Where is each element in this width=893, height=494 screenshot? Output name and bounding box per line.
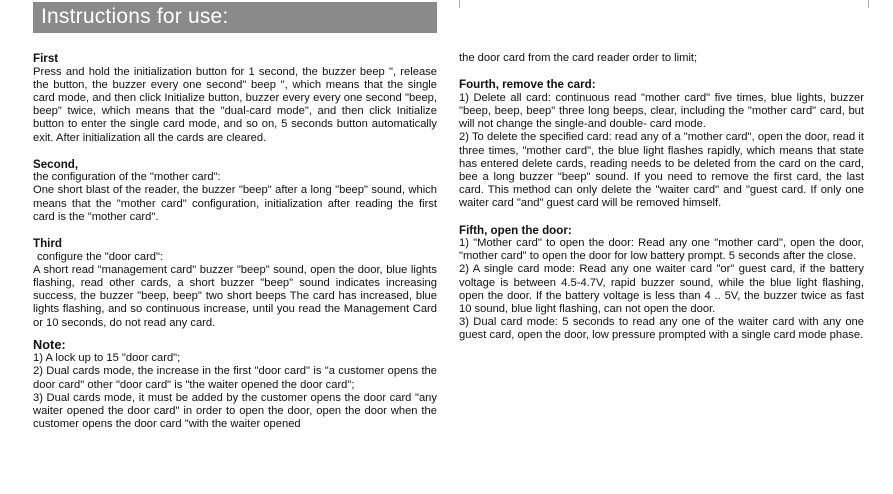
right-column	[459, 52, 864, 343]
page-title: Instructions for use:	[41, 5, 229, 28]
note-item: 1) A lock up to 15 "door card";	[33, 352, 181, 365]
section-second	[33, 158, 437, 224]
spacer	[33, 224, 437, 237]
section-first-heading: First	[33, 52, 59, 65]
section-note-heading: Note:	[33, 336, 66, 352]
note-item: 2) Dual cards mode, the increase in the first "door card" is "a customer opens the door card" other "door card" is "the waiter opened the door card";	[33, 365, 437, 391]
section-second-subtitle: the configuration of the "mother card":	[33, 171, 221, 184]
spacer	[33, 330, 437, 338]
note-item: 3) Dual cards mode, it must be added by the customer opens the door card "any waiter opened the door card" in order to open the door, open the door when the customer opens the door card "with the waiter opened	[33, 391, 437, 431]
fifth-item: 3) Dual card mode: 5 seconds to read any one of the waiter card with any one guest card, open the door, low pressure prompted with a single card mode phase.	[459, 316, 864, 342]
section-fourth-heading: Fourth, remove the card:	[459, 78, 596, 92]
continuation-text: the door card from the card reader order to limit;	[459, 52, 698, 64]
header-bar	[33, 2, 437, 33]
section-fifth-heading: Fifth, open the door:	[459, 223, 572, 237]
section-second-heading: Second,	[33, 157, 79, 171]
fifth-item: 1) "Mother card" to open the door: Read any one "mother card", open the door, "mother card" to open the door for low battery prompt. 5 seconds after the close.	[459, 237, 864, 263]
crop-mark-left	[459, 0, 468, 8]
section-note	[33, 338, 437, 432]
fourth-item: 2) To delete the specified card: read any of a "mother card", open the door, read it three times, "mother card", the blue light flashes rapidly, which means that state has entered delete cards, reading needs to be deleted from the card on the card, bee a long buzzer "beep" sound. If you need to remove the first card, the last card. This method can only delete the "waiter card" and "guest card. If only one waiter card "and" guest card will be removed himself.	[459, 131, 864, 210]
fourth-item: 1) Delete all card: continuous read "mother card" five times, blue lights, buzzer "beep, beep, beep" three long beeps, clear, including the "mother card" card, but will not change the single-and double- card mode.	[459, 91, 864, 131]
spacer	[459, 65, 864, 78]
crop-mark-right	[860, 0, 869, 8]
fifth-item: 2) A single card mode: Read any one waiter card "or" guest card, if the battery voltage is between 4.5-4.7V, rapid buzzer sound, while the blue light flashing, open the door. If the battery voltage is less than 4 .. 5V, the buzzer twice as fast 10 sound, blue light flashing, can not open the door.	[459, 263, 864, 316]
section-third-subtitle: configure the "door card":	[37, 250, 164, 263]
spacer	[459, 211, 864, 224]
section-fourth	[459, 78, 864, 210]
section-first	[33, 52, 437, 145]
section-fifth	[459, 224, 864, 343]
section-second-text: One short blast of the reader, the buzzer "beep" after a long "beep" sound, which means that the "mother card" configuration, initialization after reading the first card is the "mother card".	[33, 184, 437, 223]
left-column	[33, 52, 437, 431]
spacer	[33, 145, 437, 158]
section-third-heading: Third	[33, 237, 62, 251]
section-third	[33, 237, 437, 330]
section-third-text: A short read "management card" buzzer "beep" sound, open the door, blue lights flashing, read other cards, a short buzzer "beep" sound indicates increasing success, the buzzer "beep, beep" two short beeps The card has increased, blue lights flashing, and so continuous increase, until you read the Management Card or 10 seconds, do not read any card.	[33, 263, 437, 329]
section-first-text: Press and hold the initialization button for 1 second, the buzzer beep ", release the button, the buzzer every one second" beep ", which means that the single card mode, and then click Initialize button, buzzer every every one second "beep, beep" twice, which means that the "dual-card mode", and then click Initialize button to enter the single card mode, and so on, 5 seconds button automatically exit. After initialization all the cards are cleared.	[33, 65, 437, 144]
